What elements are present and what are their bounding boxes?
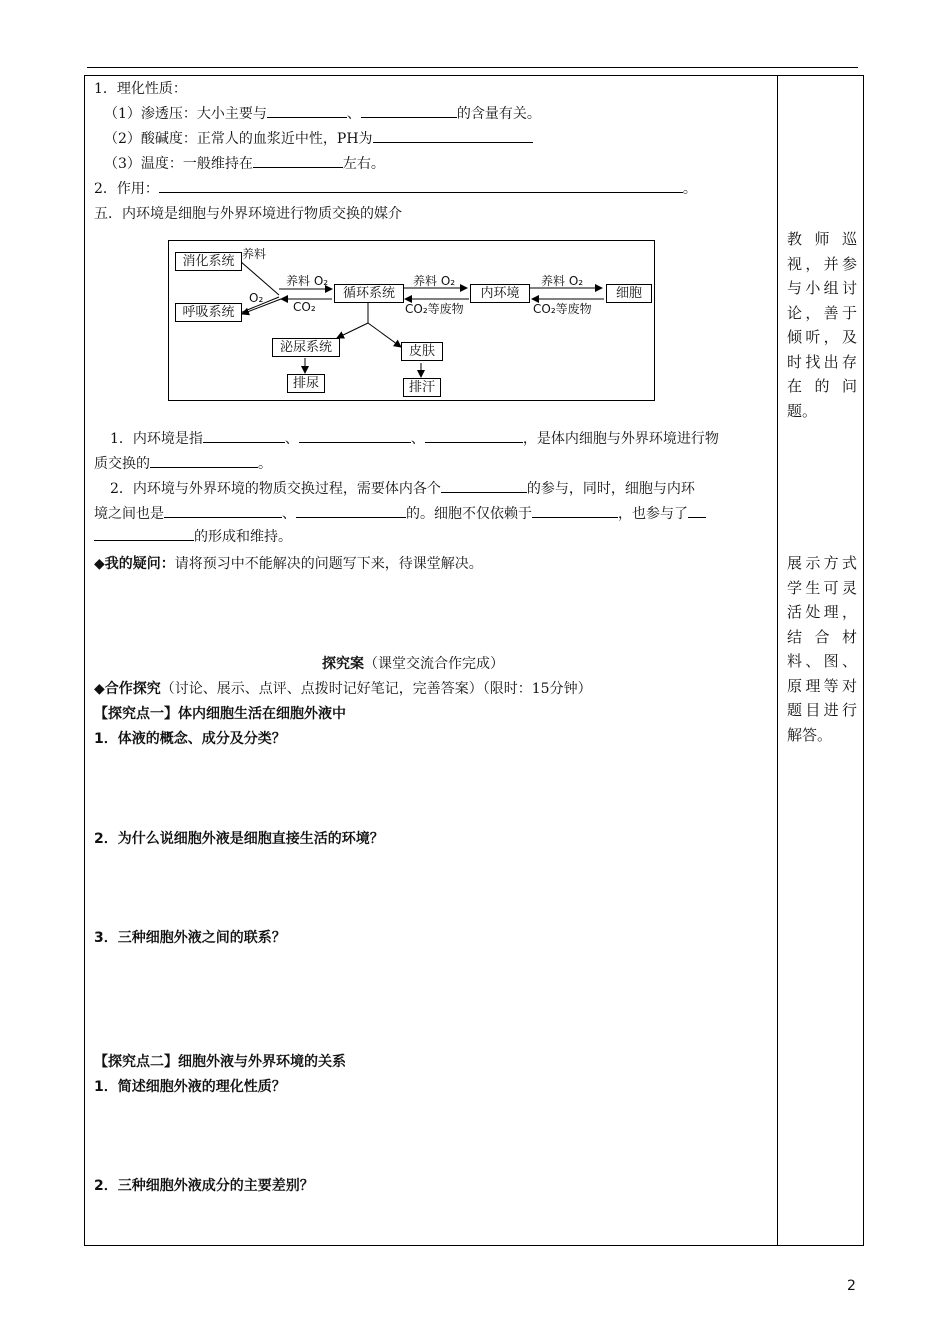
o2-label: O₂ xyxy=(249,291,264,305)
osmotic-line: （1）渗透压：大小主要与 、 的含量有关。 xyxy=(104,106,541,122)
section5-title: 五．内环境是细胞与外界环境进行物质交换的媒介 xyxy=(94,206,402,222)
explore-point-1: 【探究点一】体内细胞生活在细胞外液中 xyxy=(94,706,346,722)
explore-point-2: 【探究点二】细胞外液与外界环境的关系 xyxy=(94,1054,346,1070)
explore-title: 探究案（课堂交流合作完成） xyxy=(322,656,504,672)
blank[interactable] xyxy=(425,430,523,443)
blank[interactable] xyxy=(296,505,406,518)
q1-line2: 质交换的 。 xyxy=(94,456,272,472)
internal-environment-box: 内环境 xyxy=(470,284,530,303)
teacher-note: 教师巡视，并参与小组讨论，善于倾听，及时找出存在的问题。 xyxy=(787,230,857,420)
blank[interactable] xyxy=(164,505,282,518)
blank[interactable] xyxy=(267,105,347,118)
respiratory-system-box: 呼吸系统 xyxy=(175,303,242,322)
blank[interactable] xyxy=(441,480,527,493)
explore-p1-q1: 1．体液的概念、成分及分类？ xyxy=(94,731,286,747)
q2-line2: 境之间也是 、 的。细胞不仅依赖于 ，也参与了 xyxy=(94,505,706,523)
presentation-note: 展示方式学生可灵活处理，结合材料、图、原理等对题目进行解答。 xyxy=(787,554,857,744)
explore-p2-q1: 1．简述细胞外液的理化性质？ xyxy=(94,1079,286,1095)
function-line: 2．作用： 。 xyxy=(94,181,697,197)
q2-line1: 2．内环境与外界环境的物质交换过程，需要体内各个 的参与，同时，细胞与内环 xyxy=(110,481,695,497)
co2-waste-label: CO₂等废物 xyxy=(405,302,464,316)
nutrient-link xyxy=(240,261,279,295)
nutrients-o2-label: 养料 O₂ xyxy=(541,274,584,288)
blank[interactable] xyxy=(94,528,194,541)
header-rule xyxy=(87,67,858,68)
cell-box: 细胞 xyxy=(606,284,652,303)
explore-p1-q3: 3．三种细胞外液之间的联系？ xyxy=(94,930,286,946)
blank[interactable] xyxy=(688,505,706,518)
nutrients-o2-label: 养料 O₂ xyxy=(413,274,456,288)
blank[interactable] xyxy=(532,505,618,518)
co2-label: CO₂ xyxy=(293,300,316,314)
circulatory-system-box: 循环系统 xyxy=(334,284,404,303)
urinary-system-box: 泌尿系统 xyxy=(272,338,340,357)
explore-p1-q2: 2．为什么说细胞外液是细胞直接生活的环境？ xyxy=(94,831,384,847)
nutrients-o2-label: 养料 O₂ xyxy=(286,274,329,288)
doubt-line: ◆我的疑问：请将预习中不能解决的问题写下来，待课堂解决。 xyxy=(94,556,483,572)
column-divider xyxy=(777,75,778,1246)
blank[interactable] xyxy=(299,430,411,443)
digestive-system-box: 消化系统 xyxy=(175,252,242,271)
blank[interactable] xyxy=(150,455,258,468)
q2-line3: 的形成和维持。 xyxy=(94,528,292,546)
nutrients-label: 养料 xyxy=(242,247,267,261)
arrow-to-urinary xyxy=(337,323,368,338)
blank[interactable] xyxy=(203,430,285,443)
q1-line1: 1．内环境是指 、 、 ，是体内细胞与外界环境进行物 xyxy=(110,431,719,447)
skin-box: 皮肤 xyxy=(401,342,443,361)
arrow-to-skin xyxy=(368,323,401,347)
blank[interactable] xyxy=(373,130,533,143)
co2-waste-label: CO₂等废物 xyxy=(533,302,592,316)
urine-box: 排尿 xyxy=(287,374,325,393)
properties-heading: 1．理化性质： xyxy=(94,81,187,97)
exchange-diagram xyxy=(168,240,655,401)
ph-line: （2）酸碱度：正常人的血浆近中性，PH为 xyxy=(104,130,533,148)
blank[interactable] xyxy=(253,155,343,168)
explore-p2-q2: 2．三种细胞外液成分的主要差别？ xyxy=(94,1178,314,1194)
blank[interactable] xyxy=(361,105,457,118)
temperature-line: （3）温度：一般维持在 左右。 xyxy=(104,156,385,172)
page-number: 2 xyxy=(847,1278,856,1294)
blank[interactable] xyxy=(159,180,683,193)
coop-line: ◆合作探究（讨论、展示、点评、点拨时记好笔记，完善答案）（限时：15分钟） xyxy=(94,681,592,697)
sweat-box: 排汗 xyxy=(403,378,441,397)
